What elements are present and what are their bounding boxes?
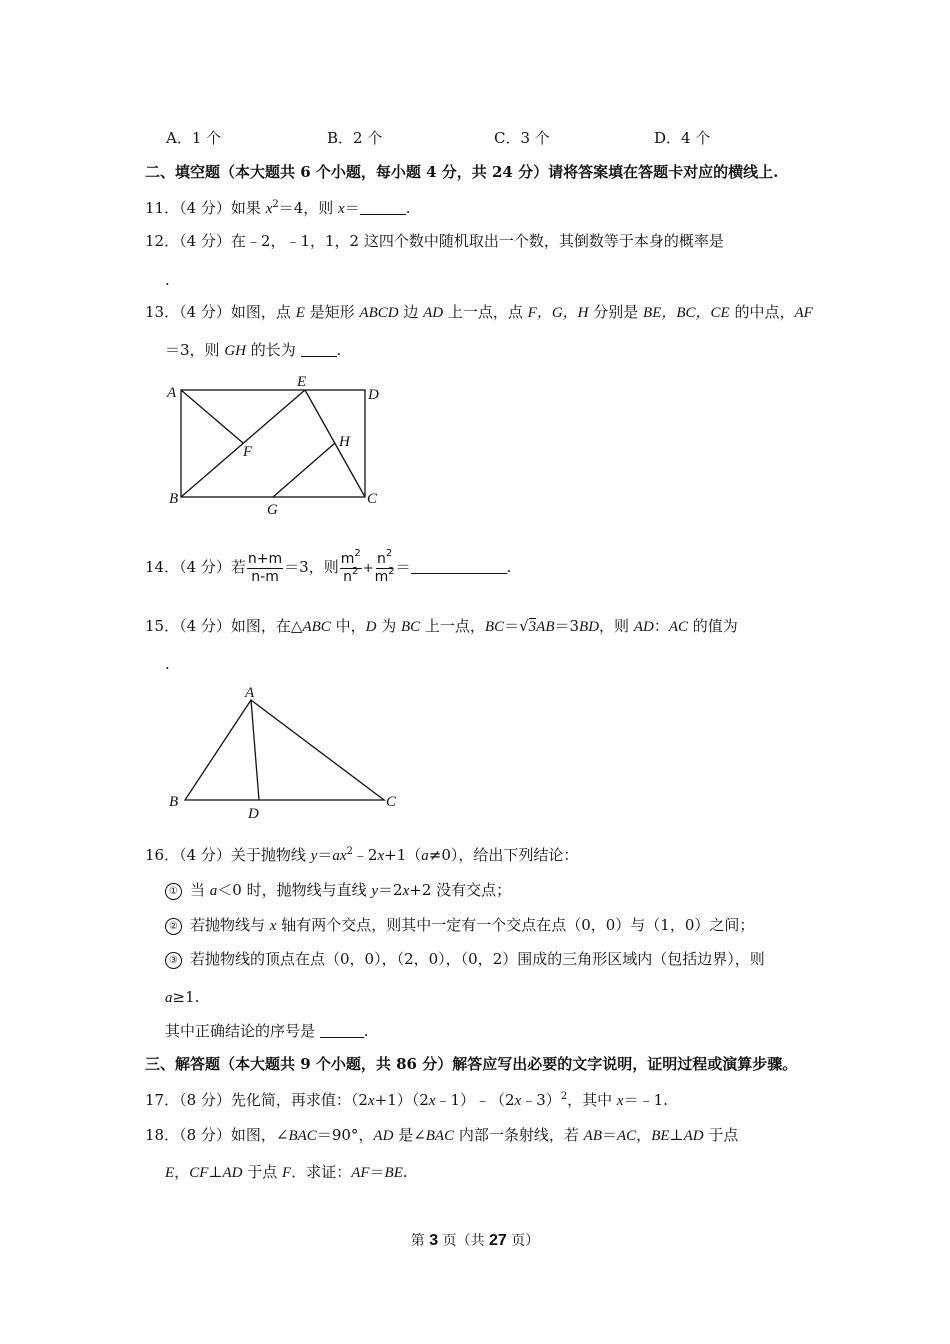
option-c: C．3 个 xyxy=(494,129,550,147)
label-d: D xyxy=(368,387,379,403)
page-footer: 第 3 页（共 27 页） xyxy=(410,1232,540,1249)
question-17: 17．（8 分）先化简，再求值：（2x+1）（2x﹣1）﹣（2x﹣3）$^2$，其中 x＝﹣1. xyxy=(145,1091,668,1109)
question-18: 18．（8 分）如图，∠BAC＝90°，AD 是∠BAC 内部一条射线，若 AB＝AC，BE⊥AD 于点 xyxy=(145,1126,739,1144)
question-11: 11．（4 分）如果 $x^2=4$，则 x＝ . xyxy=(145,199,411,217)
label-b: B xyxy=(169,794,179,810)
answer-blank xyxy=(360,200,406,215)
question-18-cont: E，CF⊥AD 于点 F．求证：AF＝BE. xyxy=(165,1163,408,1181)
sqrt-3: √3 xyxy=(519,617,537,635)
option-a: A．1 个 xyxy=(166,129,222,147)
fraction: $\frac{n+m}{n-m}$ xyxy=(247,550,283,585)
q16-answer-line: 其中正确结论的序号是 . xyxy=(165,1022,369,1040)
total-pages: 27 xyxy=(489,1232,507,1249)
label-c: C xyxy=(386,794,397,810)
question-12: 12．（4 分）在﹣2，﹣1，1，2 这四个数中随机取出一个数，其倒数等于本身的概率是 xyxy=(145,232,724,250)
label-f: F xyxy=(243,444,253,460)
triangle-figure xyxy=(160,680,410,825)
q16-conclusion-3: ③ 若抛物线的顶点在点（0，0），（2，0），（0，2）围成的三角形区域内（包括边界），则 xyxy=(165,949,765,969)
label-h: H xyxy=(339,434,350,450)
rectangle-figure xyxy=(160,365,390,525)
page-number: 3 xyxy=(429,1232,439,1249)
q16-conclusion-2: ② 若抛物线与 x 轴有两个交点，则其中一定有一个交点在点（0，0）与（1，0）之间； xyxy=(165,915,754,936)
answer-blank xyxy=(411,559,507,574)
fraction: $\frac{n^2}{m^2}$ xyxy=(374,547,395,585)
label-a: A xyxy=(167,385,177,401)
triangle-abc xyxy=(185,700,384,800)
option-b: B．2 个 xyxy=(327,129,383,147)
label-c: C xyxy=(367,491,378,507)
question-15-end: . xyxy=(165,655,170,673)
question-13-cont: ＝3，则 GH 的长为 . xyxy=(165,341,342,359)
option-d: D．4 个 xyxy=(654,129,711,147)
section-3-heading: 三、解答题（本大题共 9 个小题，共 86 分）解答应写出必要的文字说明，证明过程或演算步骤。 xyxy=(145,1055,798,1073)
answer-blank xyxy=(320,1023,364,1038)
section-2-heading: 二、填空题（本大题共 6 个小题，每小题 4 分，共 24 分）请将答案填在答题卡对应的横线上. xyxy=(145,163,779,181)
label-a: A xyxy=(245,685,255,701)
segment-ad xyxy=(251,700,259,800)
question-13: 13．（4 分）如图，点 E 是矩形 ABCD 边 AD 上一点，点 F，G，H 分别是 BE，BC，CE 的中点，AF xyxy=(145,303,813,321)
fraction: $\frac{m^2}{n^2}$ xyxy=(340,547,361,585)
question-16: 16．（4 分）关于抛物线 $y=ax^2﹣2x+1(a\ne 0)$，给出下列结论： xyxy=(145,846,579,864)
segment-gh xyxy=(273,443,335,497)
question-12-end: . xyxy=(165,271,170,289)
q16-conclusion-3-cont: a≥1. xyxy=(165,988,200,1006)
rect-abcd xyxy=(181,390,365,497)
segment-af xyxy=(181,390,243,443)
label-d: D xyxy=(248,806,259,822)
question-14: 14．（4 分）若 $\frac{n+m}{n-m}$ ＝3，则 $\frac{m^2}{n^2}$ + $\frac{n^2}{m^2}$ ＝ . xyxy=(145,547,512,585)
label-b: B xyxy=(169,491,179,507)
label-e: E xyxy=(297,374,307,390)
question-15: 15．（4 分）如图，在△ABC 中，D 为 BC 上一点，BC＝√3AB＝3BD，则 AD：AC 的值为 xyxy=(145,617,738,635)
q16-conclusion-1: ① 当 a＜0 时，抛物线与直线 y＝2x+2 没有交点； xyxy=(165,880,511,901)
label-g: G xyxy=(267,502,278,518)
answer-blank xyxy=(301,342,337,357)
